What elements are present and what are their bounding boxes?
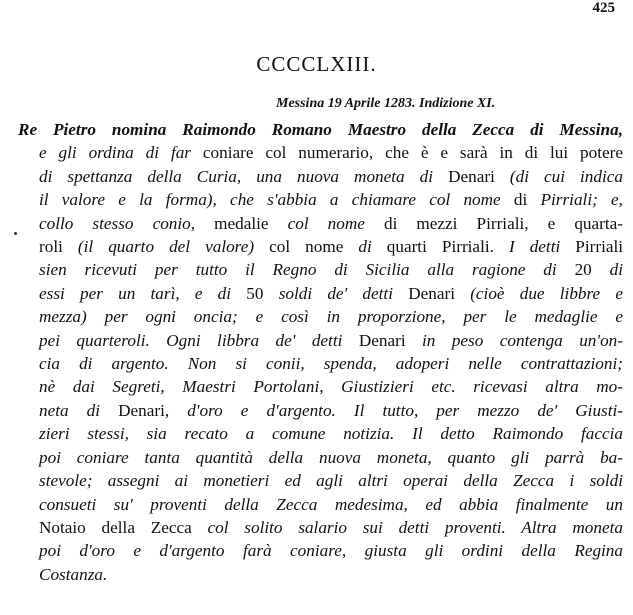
text-segment: Notaio della Zecca xyxy=(39,517,208,537)
text-line xyxy=(18,469,623,492)
text-segment: stevole; assegni ai monetieri ed agli altri operai della Zecca i soldi xyxy=(39,471,623,491)
text-segment: di mezzi Pirriali, e quarta- xyxy=(383,213,623,233)
stray-mark xyxy=(14,232,17,235)
text-segment: zieri stessi, sia recato a comune notizia. Il detto Raimondo faccia xyxy=(39,424,623,444)
text-segment: I detti xyxy=(508,237,576,257)
text-segment: mezza) per ogni oncia; e così in proporzione, per le medaglie e xyxy=(39,307,623,327)
page-number: 425 xyxy=(592,0,615,16)
text-segment: Pirriali xyxy=(575,237,624,257)
text-segment: pei quarteroli. Ogni libbra de' detti xyxy=(39,330,359,350)
text-segment: col nome xyxy=(287,213,384,233)
text-segment: consueti su' proventi della Zecca medesima, ed abbia finalmente un xyxy=(39,494,623,514)
text-segment: roli xyxy=(39,237,78,257)
text-segment: sien ricevuti per tutto il Regno di Sicilia alla ragione di xyxy=(39,260,575,280)
text-line xyxy=(18,446,623,469)
document-title: CCCCLXIII. xyxy=(256,52,377,76)
text-segment: cia di argento. Non si conii, spenda, adoperi nelle contrattazioni; xyxy=(39,354,623,374)
text-segment: soldi de' detti xyxy=(278,283,409,303)
text-segment: coniare col numerario, che è e sarà in di lui potere xyxy=(202,143,623,163)
text-segment: , medalie xyxy=(190,213,288,233)
text-line xyxy=(18,188,623,211)
body-text xyxy=(18,118,623,586)
text-segment: collo stesso conio xyxy=(39,213,191,233)
text-segment: col nome xyxy=(269,237,359,257)
text-line xyxy=(18,539,623,562)
text-segment: d'oro e d'argento. Il tutto, per mezzo de' Giusti- xyxy=(187,400,624,420)
text-segment: in peso contenga un'on- xyxy=(422,330,623,350)
text-segment: Denari xyxy=(358,330,423,350)
text-line xyxy=(18,235,623,258)
text-line xyxy=(18,141,623,164)
text-segment: di xyxy=(358,237,387,257)
text-line xyxy=(18,352,623,375)
text-segment: Denari xyxy=(448,166,510,186)
text-line xyxy=(18,212,623,235)
text-line xyxy=(18,375,623,398)
dateline: Messina 19 Aprile 1283. Indizione XI. xyxy=(276,96,496,111)
text-line xyxy=(18,282,623,305)
text-segment: Costanza. xyxy=(39,564,108,584)
text-segment: (di cui indica xyxy=(509,166,623,186)
text-line xyxy=(18,329,623,352)
text-segment: (cioè due libbre e xyxy=(470,283,624,303)
text-segment: quarti Pirriali. xyxy=(386,237,509,257)
text-line xyxy=(18,516,623,539)
text-segment: essi per un tarì, e di xyxy=(39,283,247,303)
text-line xyxy=(18,165,623,188)
text-segment: col solito salario sui detti proventi. Altra moneta xyxy=(207,517,623,537)
text-segment: Denari xyxy=(408,283,471,303)
text-segment: di xyxy=(513,190,541,210)
text-line xyxy=(18,493,623,516)
text-line xyxy=(18,305,623,328)
text-line xyxy=(18,399,623,422)
text-segment: di spettanza della Curia, una nuova moneta di xyxy=(39,166,449,186)
text-segment: 50 xyxy=(246,283,279,303)
text-segment: poi d'oro e d'argento farà coniare, giusta gli ordini della Regina xyxy=(39,541,623,561)
text-line xyxy=(18,118,623,141)
text-segment: neta di xyxy=(39,400,119,420)
text-segment: (il quarto del valore) xyxy=(77,237,270,257)
text-segment: poi coniare tanta quantità della nuova moneta, quanto gli parrà ba- xyxy=(39,447,623,467)
text-line xyxy=(18,258,623,281)
text-segment: Pirriali; e, xyxy=(540,190,623,210)
text-segment: Denari, xyxy=(118,400,188,420)
text-segment: 20 xyxy=(574,260,610,280)
text-line xyxy=(18,563,623,586)
text-segment: nè dai Segreti, Maestri Portolani, Giustizieri etc. ricevasi altra mo- xyxy=(39,377,623,397)
text-segment: Re Pietro nomina Raimondo Romano Maestro della Zecca di Messina, xyxy=(18,120,623,139)
text-segment: il valore e la forma), che s'abbia a chiamare col nome xyxy=(39,190,514,210)
text-segment: di xyxy=(609,260,623,280)
text-line xyxy=(18,422,623,445)
text-segment: e gli ordina di far xyxy=(39,143,203,163)
